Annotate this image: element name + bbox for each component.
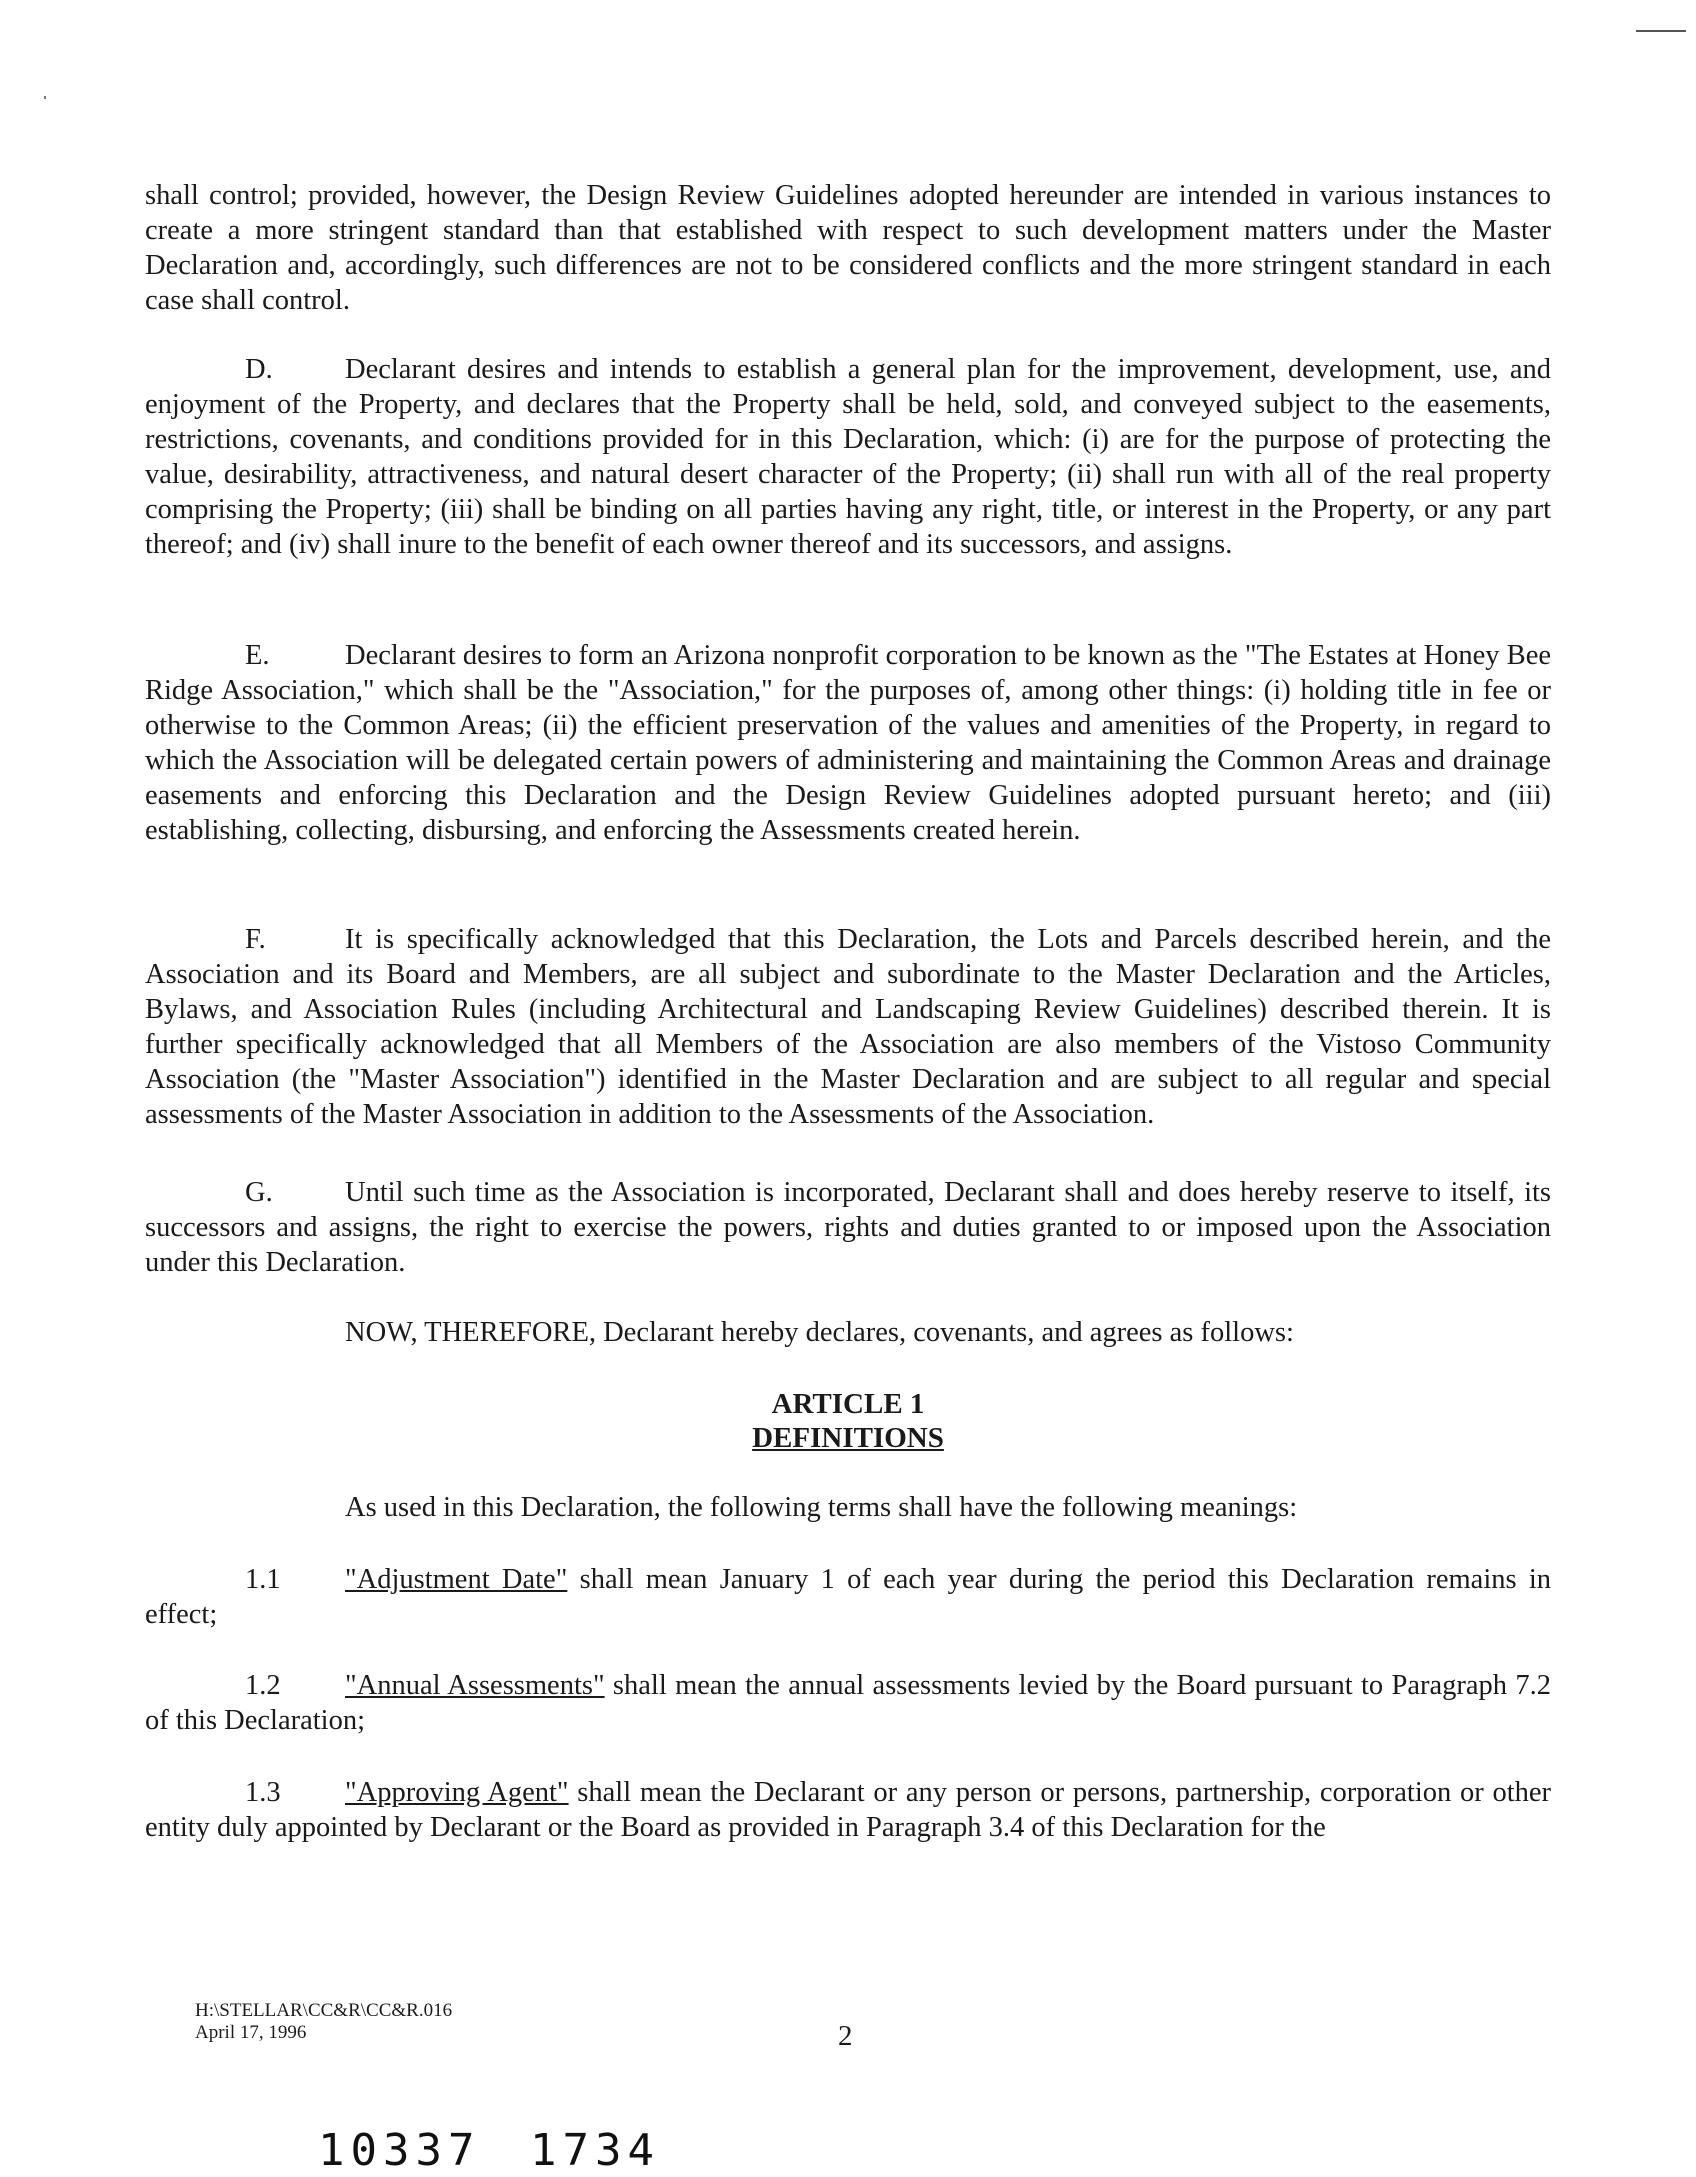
paragraph-letter: F.	[245, 924, 266, 955]
paragraph-e	[145, 638, 1551, 848]
definition-number: 1.2	[245, 1670, 281, 1701]
definition-number: 1.1	[245, 1564, 281, 1595]
paragraph-g	[145, 1175, 1551, 1280]
recording-stamp-right: 1734	[530, 2125, 660, 2176]
paragraph-letter: E.	[245, 640, 270, 671]
definition-text: shall mean the Declarant or any person or persons, partnership, corporation or other entity duly appointed by Declarant or the Board as provided in Paragraph 3.4 of this Declaration for the	[145, 1777, 1551, 1843]
scan-speck	[44, 96, 46, 99]
definition-item	[145, 1668, 1551, 1738]
paragraph-intro: shall control; provided, however, the Design Review Guidelines adopted hereunder are intended in various instances to create a more stringent standard than that established with respect to such development matters under the Master Declaration and, accordingly, such differences are not to be considered conflicts and the more stringent standard in each case shall control.	[145, 180, 1551, 316]
paragraph-text: It is specifically acknowledged that this Declaration, the Lots and Parcels described herein, and the Association and its Board and Members, are all subject and subordinate to the Master Declaration and the Articles, Bylaws, and Association Rules (including Architectural and Landscaping Review Guidelines) described therein. It is further specifically acknowledged that all Members of the Association are also members of the Vistoso Community Association (the "Master Association") identified in the Master Declaration and are subject to all regular and special assessments of the Master Association in addition to the Assessments of the Association.	[145, 924, 1551, 1130]
paragraph-text: Declarant desires and intends to establish a general plan for the improvement, development, use, and enjoyment of the Property, and declares that the Property shall be held, sold, and conveyed subject to the easements, restrictions, covenants, and conditions provided for in this Declaration, which: (i) are for the purpose of protecting the value, desirability, attractiveness, and natural desert character of the Property; (ii) shall run with all of the real property comprising the Property; (iii) shall be binding on all parties having any right, title, or interest in the Property, or any part thereof; and (iv) shall inure to the benefit of each owner thereof and its successors, and assigns.	[145, 354, 1551, 560]
footer-file-path: H:\STELLAR\CC&R\CC&R.016	[195, 2000, 453, 2021]
paragraph-text: Until such time as the Association is incorporated, Declarant shall and does hereby reserve to itself, its successors and assigns, the right to exercise the powers, rights and duties granted to or imposed upon the Association under this Declaration.	[145, 1177, 1551, 1278]
article-number: ARTICLE 1	[771, 1388, 925, 1420]
recording-stamp-left: 10337	[318, 2125, 481, 2176]
page-number: 2	[838, 2020, 853, 2052]
scan-corner-mark	[1636, 30, 1686, 32]
definition-item	[145, 1562, 1551, 1632]
definition-term: "Annual Assessments"	[345, 1670, 605, 1701]
definition-text: shall mean January 1 of each year during the period this Declaration remains in effect;	[145, 1564, 1552, 1630]
definition-item	[145, 1775, 1551, 1845]
definition-number: 1.3	[245, 1777, 281, 1808]
paragraph-letter: D.	[245, 354, 273, 385]
paragraph-f	[145, 922, 1551, 1132]
paragraph-text: As used in this Declaration, the following terms shall have the following meanings:	[345, 1492, 1298, 1523]
article-title: DEFINITIONS	[752, 1422, 944, 1454]
definitions-intro	[145, 1490, 1551, 1525]
paragraph-text: NOW, THEREFORE, Declarant hereby declares, covenants, and agrees as follows:	[345, 1317, 1294, 1348]
paragraph-text: Declarant desires to form an Arizona nonprofit corporation to be known as the "The Estates at Honey Bee Ridge Association," which shall be the "Association," for the purposes of, among other things: (i) holding title in fee or otherwise to the Common Areas; (ii) the efficient preservation of the values and amenities of the Property, in regard to which the Association will be delegated certain powers of administering and maintaining the Common Areas and drainage easements and enforcing this Declaration and the Design Review Guidelines adopted pursuant hereto; and (iii) establishing, collecting, disbursing, and enforcing the Assessments created herein.	[145, 640, 1551, 846]
definition-term: "Approving Agent"	[345, 1777, 569, 1808]
paragraph-now-therefore	[145, 1315, 1551, 1350]
paragraph-d	[145, 352, 1551, 562]
footer-date: April 17, 1996	[195, 2022, 307, 2043]
definition-text: shall mean the annual assessments levied by the Board pursuant to Paragraph 7.2 of this Declaration;	[145, 1670, 1551, 1736]
definition-term: "Adjustment Date"	[345, 1564, 568, 1595]
paragraph-letter: G.	[245, 1177, 273, 1208]
